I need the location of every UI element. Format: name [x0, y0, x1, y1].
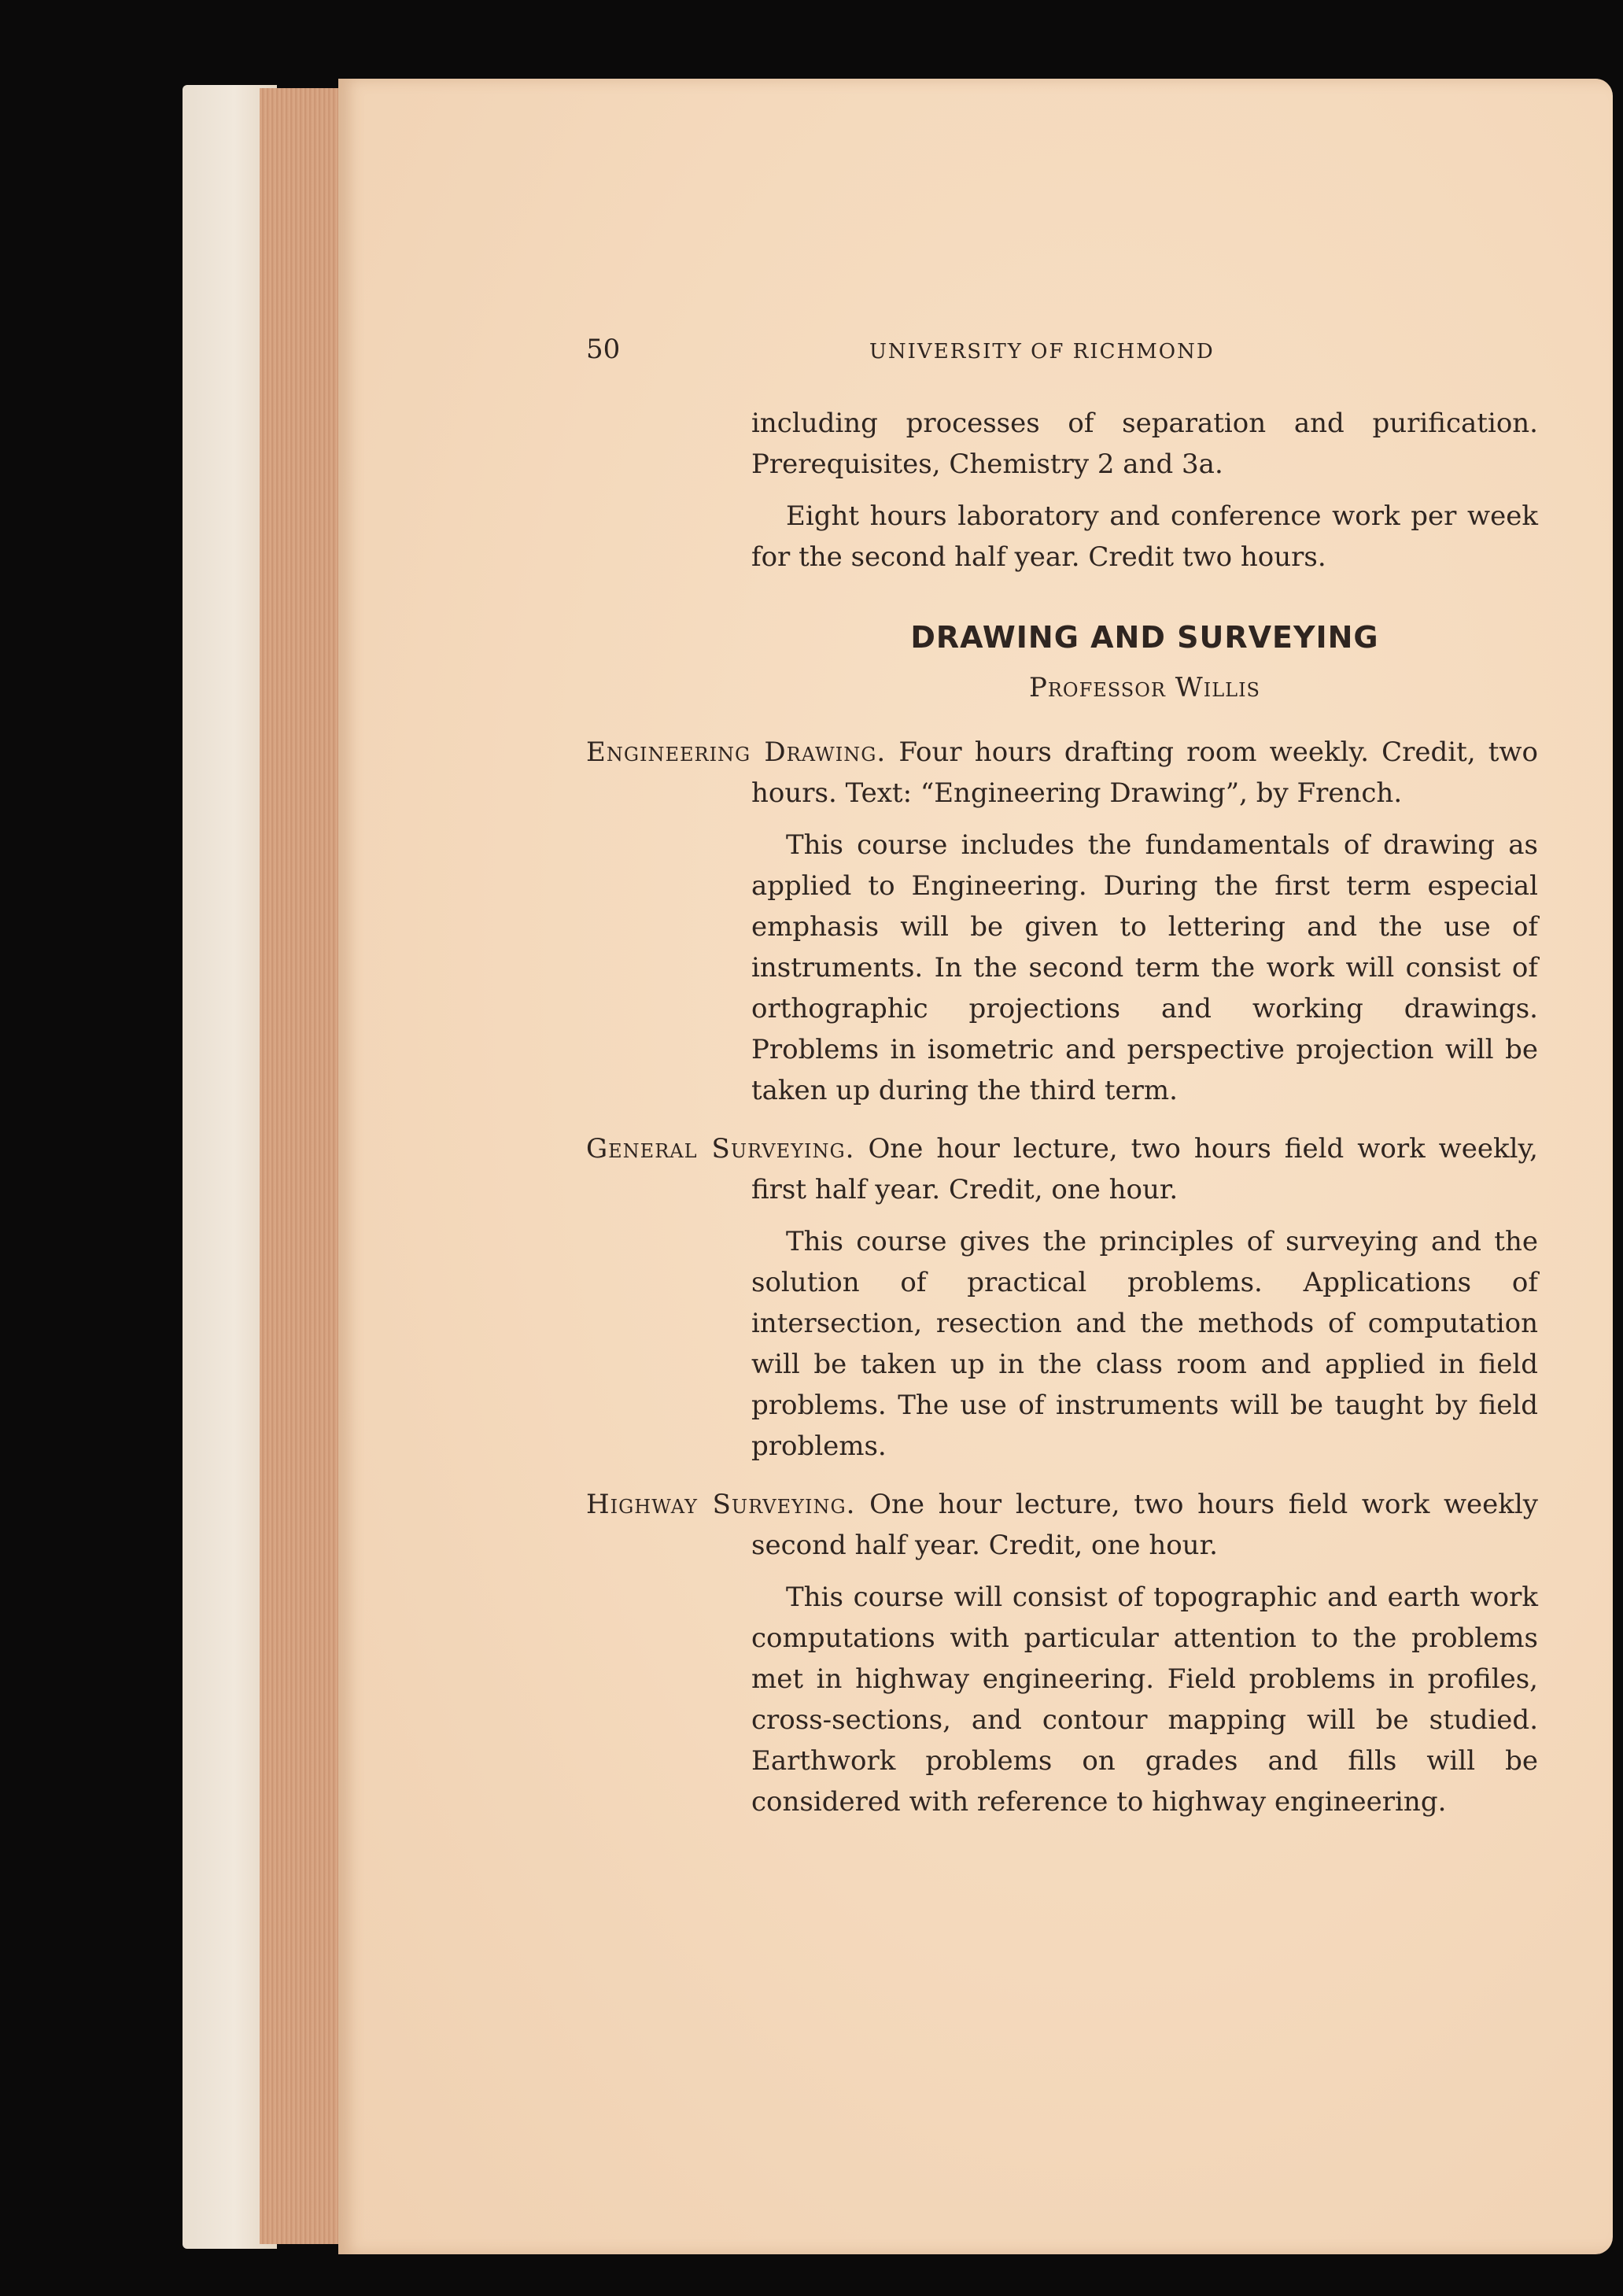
course-entry — [586, 732, 1538, 1111]
continued-paragraph: including processes of separation and purification. Prerequisites, Chemistry 2 and 3a. — [751, 408, 1538, 480]
course-details: One hour lecture, two hours field work weekly, first half year. Credit, one hour. — [751, 1133, 1538, 1205]
course-name: General Surveying. — [586, 1133, 855, 1165]
running-head: UNIVERSITY OF RICHMOND — [869, 340, 1215, 364]
course-name: Engineering Drawing. — [586, 736, 887, 768]
course-description: This course gives the principles of surveying and the solution of practical problems. Applications of intersection, resection and the methods of computation will be taken up in the class room and applied in field problems. The use of instruments will be taught by field problems. — [751, 1226, 1538, 1462]
page-body — [586, 403, 1538, 1822]
course-entry — [586, 1484, 1538, 1822]
course-summary — [586, 1128, 1538, 1210]
course-summary — [586, 1484, 1538, 1566]
course-details: Four hours drafting room weekly. Credit, two hours. Text: “Engineering Drawing”, by French. — [751, 736, 1538, 809]
course-entry — [586, 1128, 1538, 1467]
page-number: 50 — [586, 334, 621, 365]
course-summary — [586, 732, 1538, 814]
course-details: One hour lecture, two hours field work weekly second half year. Credit, one hour. — [751, 1489, 1538, 1561]
course-description: This course will consist of topographic and earth work computations with particular attention to the problems met in highway engineering. Field problems in profiles, cross-sections, and contour mapping will be studied. Earthwork problems on grades and fills will be considered with reference to highway engineering. — [751, 1582, 1538, 1818]
professor-name: Professor Willis — [1028, 672, 1261, 703]
continued-text — [751, 403, 1538, 578]
course-description: This course includes the fundamentals of drawing as applied to Engineering. During the first term especial emphasis will be given to lettering and the use of instruments. In the second term the work will consist of orthographic projections and working drawings. Problems in isometric and perspective projection will be taken up during the third term. — [751, 829, 1538, 1106]
course-name: Highway Surveying. — [586, 1489, 856, 1520]
continued-credit-paragraph: Eight hours laboratory and conference work per week for the second half year. Credit two hours. — [751, 500, 1538, 573]
page-header — [586, 334, 1534, 373]
section-title: DRAWING AND SURVEYING — [910, 620, 1379, 655]
page-edges — [260, 88, 346, 2244]
